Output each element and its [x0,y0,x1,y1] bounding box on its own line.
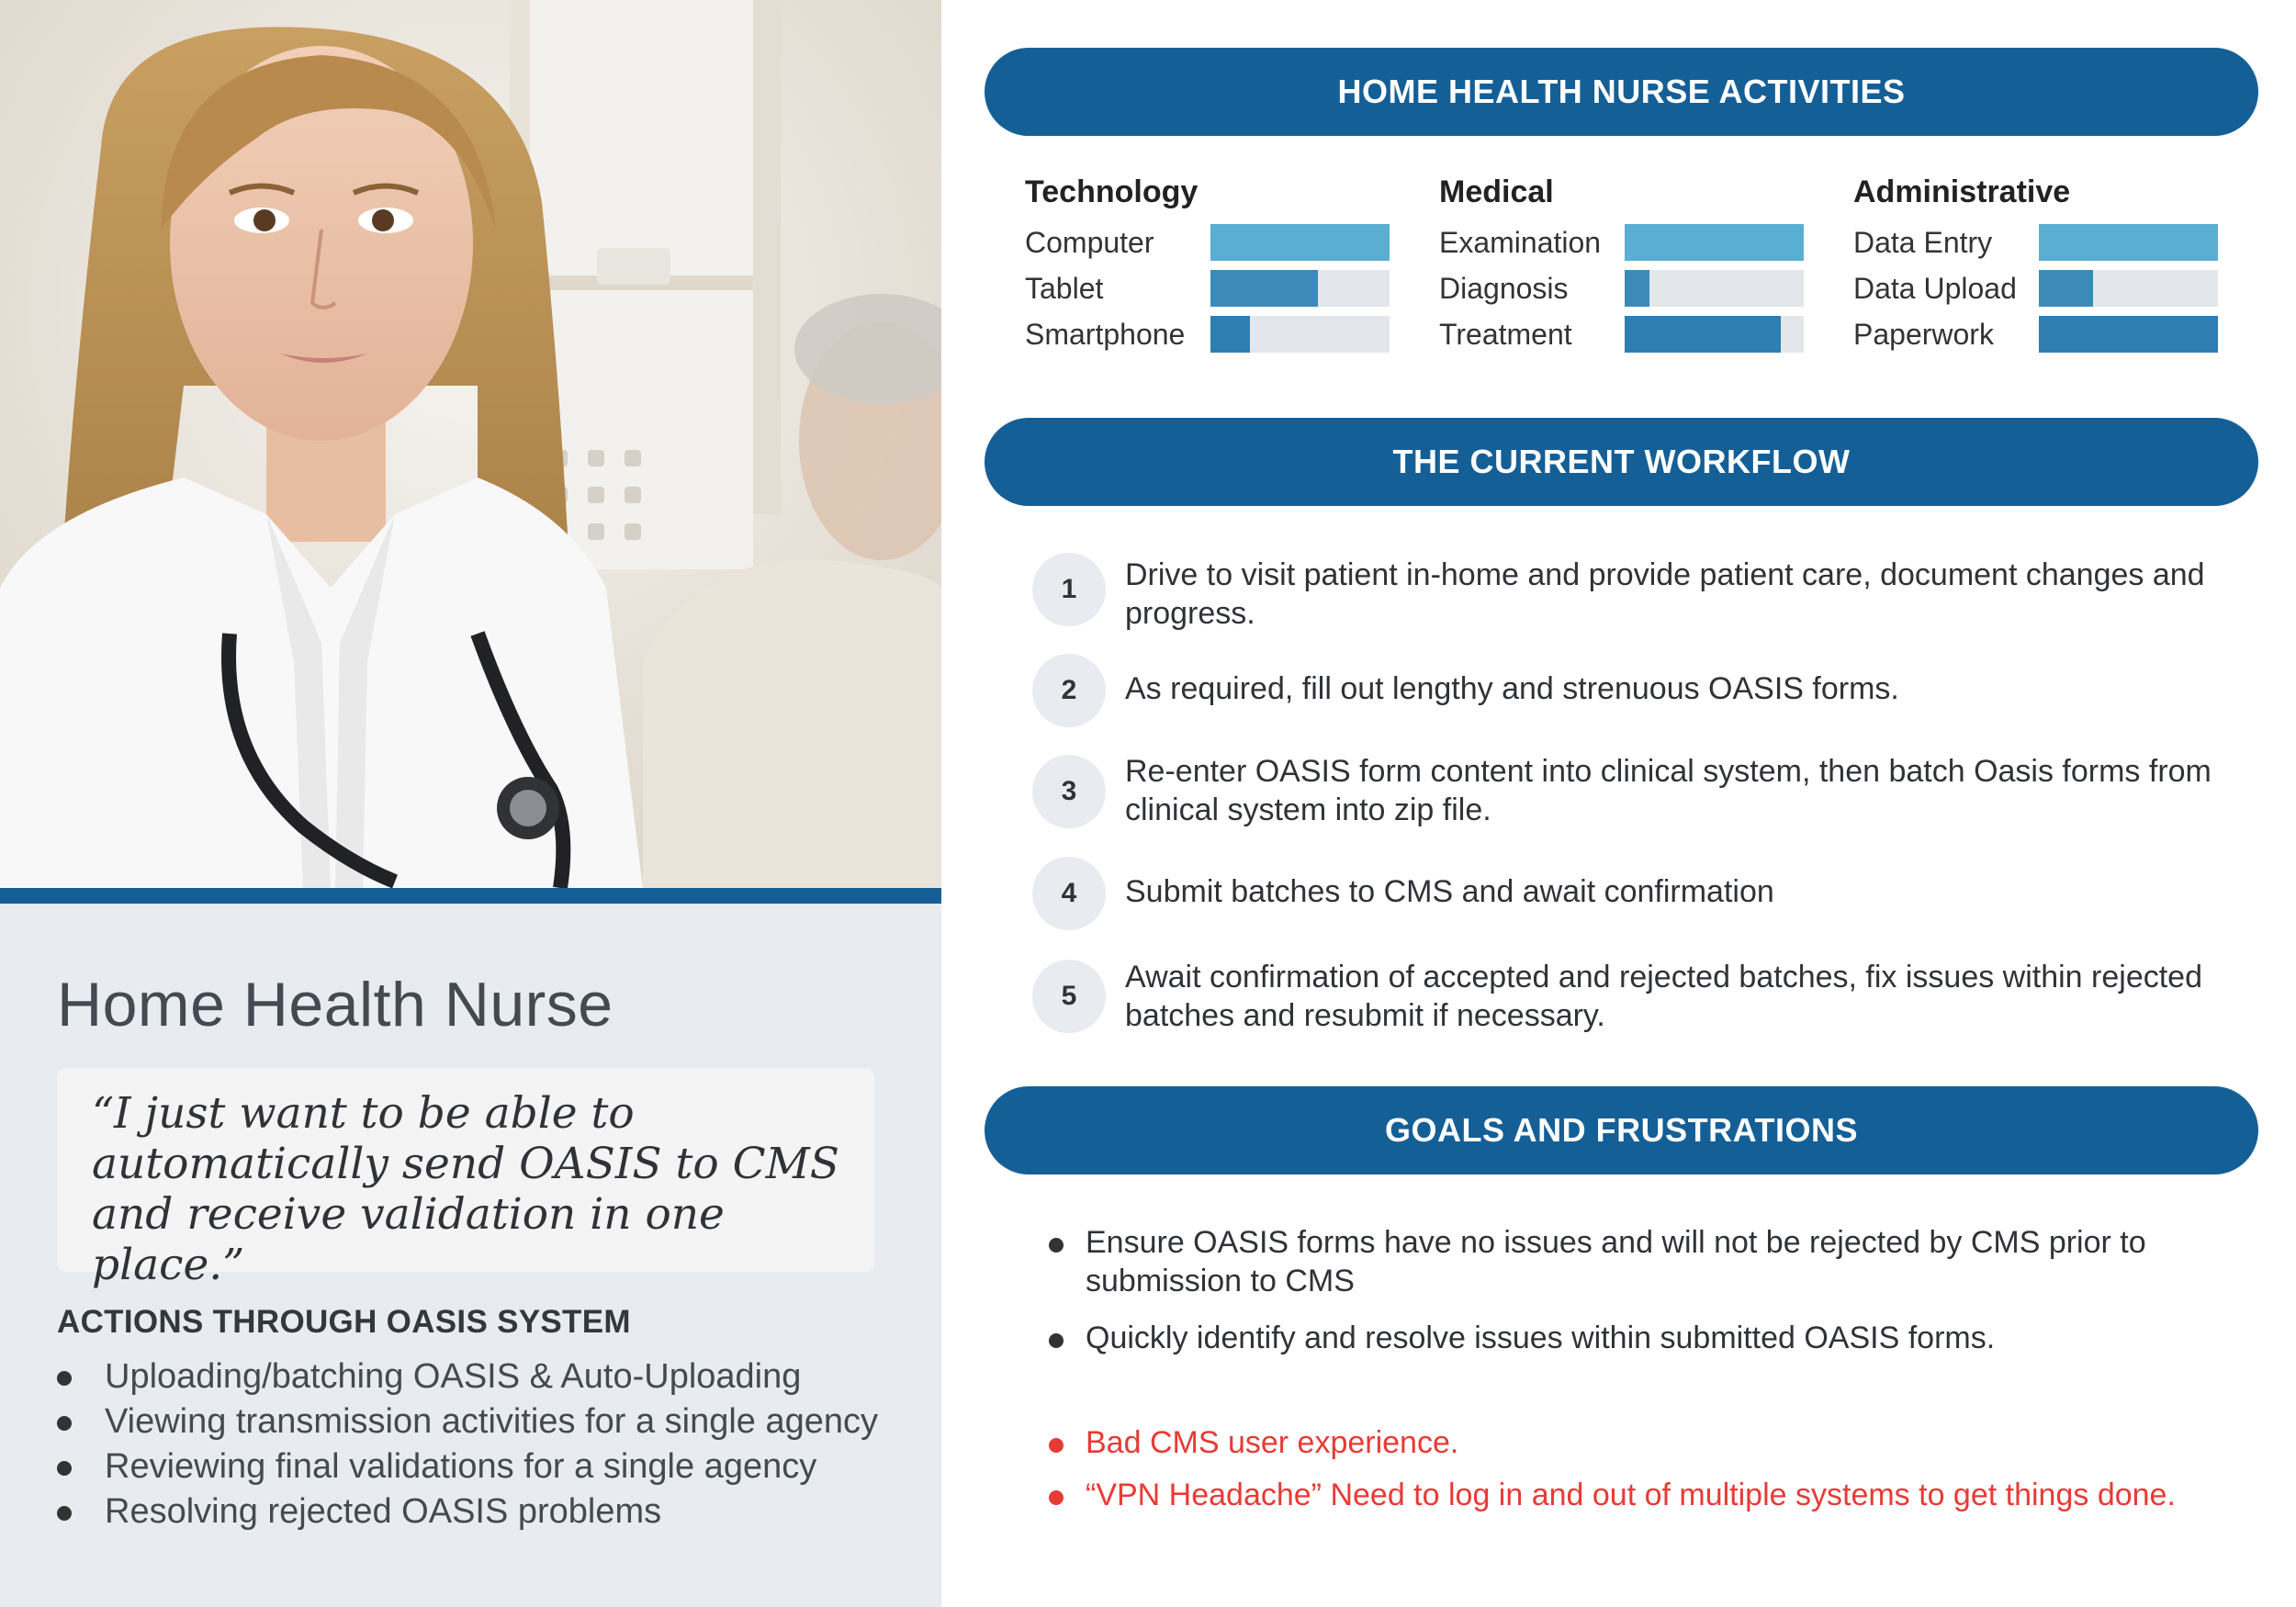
activity-bar [2039,224,2218,261]
action-text: Viewing transmission activities for a single agency [105,1402,879,1441]
activity-label: Data Upload [1853,272,2017,305]
step-text: Submit batches to CMS and await confirmation [1125,874,1774,909]
step-text: Await confirmation of accepted and rejected batches, fix issues within rejected batches and resubmit if necessary. [1125,960,2202,1033]
activity-label: Data Entry [1853,226,1993,259]
actions-list [57,1354,878,1534]
activity-label: Smartphone [1025,318,1186,351]
bullet-icon [1049,1238,1064,1253]
activity-row [1439,219,1825,264]
action-text: Uploading/batching OASIS & Auto-Uploading [105,1357,802,1396]
bullet-icon [57,1371,72,1386]
step-number-badge: 4 [1032,857,1106,930]
activity-row [1439,264,1825,310]
goal-item [1049,1319,2252,1357]
activity-label: Paperwork [1853,318,1994,351]
action-item [57,1444,878,1489]
activity-category-technology [1025,174,1411,356]
goal-text: Ensure OASIS forms have no issues and will not be rejected by CMS prior to submission to CMS [1086,1225,2146,1298]
activity-bar-fill [1210,270,1318,307]
activity-bar-fill [1210,224,1390,261]
activity-bar-fill [1210,316,1250,353]
activity-bar-fill [1625,224,1804,261]
activity-bar [2039,270,2218,307]
step-text: Re-enter OASIS form content into clinical system, then batch Oasis forms from clinical system into zip file. [1125,754,2212,827]
activity-row [1025,219,1411,264]
bullet-icon [1049,1490,1064,1505]
activity-row [1853,310,2239,356]
step-text: As required, fill out lengthy and strenuous OASIS forms. [1125,671,1899,706]
activity-bar [1210,224,1390,261]
activity-label: Tablet [1025,272,1104,305]
activity-bar [1210,316,1390,353]
bullet-icon [1049,1438,1064,1453]
activity-bar [1625,224,1804,261]
persona-photo [0,0,941,888]
frustration-item [1049,1476,2252,1514]
step-number-badge: 3 [1032,755,1106,828]
step-number-badge: 5 [1032,960,1106,1033]
activity-category-medical [1439,174,1825,356]
activity-row [1853,219,2239,264]
step-number-badge: 2 [1032,654,1106,727]
step-number-badge: 1 [1032,553,1106,626]
activity-label: Examination [1439,226,1602,259]
bullet-icon [57,1461,72,1476]
activity-bar-fill [2039,316,2218,353]
activity-bar [1625,316,1804,353]
persona-quote: “I just want to be able to automatically send OASIS to CMS and receive validation in one place.” [92,1088,839,1290]
nurse-photo-illustration [0,0,941,888]
action-item [57,1399,878,1444]
activity-bar [1210,270,1390,307]
photo-divider [0,888,941,904]
activity-bar-fill [1625,270,1649,307]
workflow-header: THE CURRENT WORKFLOW [985,418,2258,506]
category-title: Technology [1025,174,1199,209]
activity-row [1853,264,2239,310]
quote-box [57,1068,874,1290]
bullet-icon [1049,1333,1064,1348]
goal-text: Quickly identify and resolve issues within submitted OASIS forms. [1086,1320,1996,1355]
activity-row [1439,310,1825,356]
actions-title: ACTIONS THROUGH OASIS SYSTEM [57,1304,631,1340]
persona-title: Home Health Nurse [57,970,613,1039]
bullet-icon [57,1506,72,1521]
step-text: Drive to visit patient in-home and provide patient care, document changes and progress. [1125,557,2205,631]
activity-label: Computer [1025,226,1154,259]
activity-row [1025,310,1411,356]
activity-bar [2039,316,2218,353]
frustration-item [1049,1423,2252,1462]
bullet-icon [57,1416,72,1431]
action-item [57,1489,878,1534]
activity-bar [1625,270,1804,307]
activities-header: HOME HEALTH NURSE ACTIVITIES [985,48,2258,136]
activity-category-administrative [1853,174,2239,356]
goal-item [1049,1223,2252,1300]
activity-bar-fill [2039,224,2218,261]
action-text: Reviewing final validations for a single agency [105,1447,817,1486]
frustration-text: “VPN Headache” Need to log in and out of multiple systems to get things done. [1086,1478,2176,1512]
goals-header: GOALS AND FRUSTRATIONS [985,1086,2258,1174]
activity-label: Treatment [1439,318,1572,351]
action-text: Resolving rejected OASIS problems [105,1492,662,1531]
activity-row [1025,264,1411,310]
persona-panel [0,0,941,1607]
action-item [57,1354,878,1399]
activity-bar-fill [2039,270,2093,307]
category-title: Medical [1439,174,1554,209]
activity-bar-fill [1625,316,1781,353]
frustration-text: Bad CMS user experience. [1086,1425,1459,1460]
category-title: Administrative [1853,174,2071,209]
activity-label: Diagnosis [1439,272,1569,305]
